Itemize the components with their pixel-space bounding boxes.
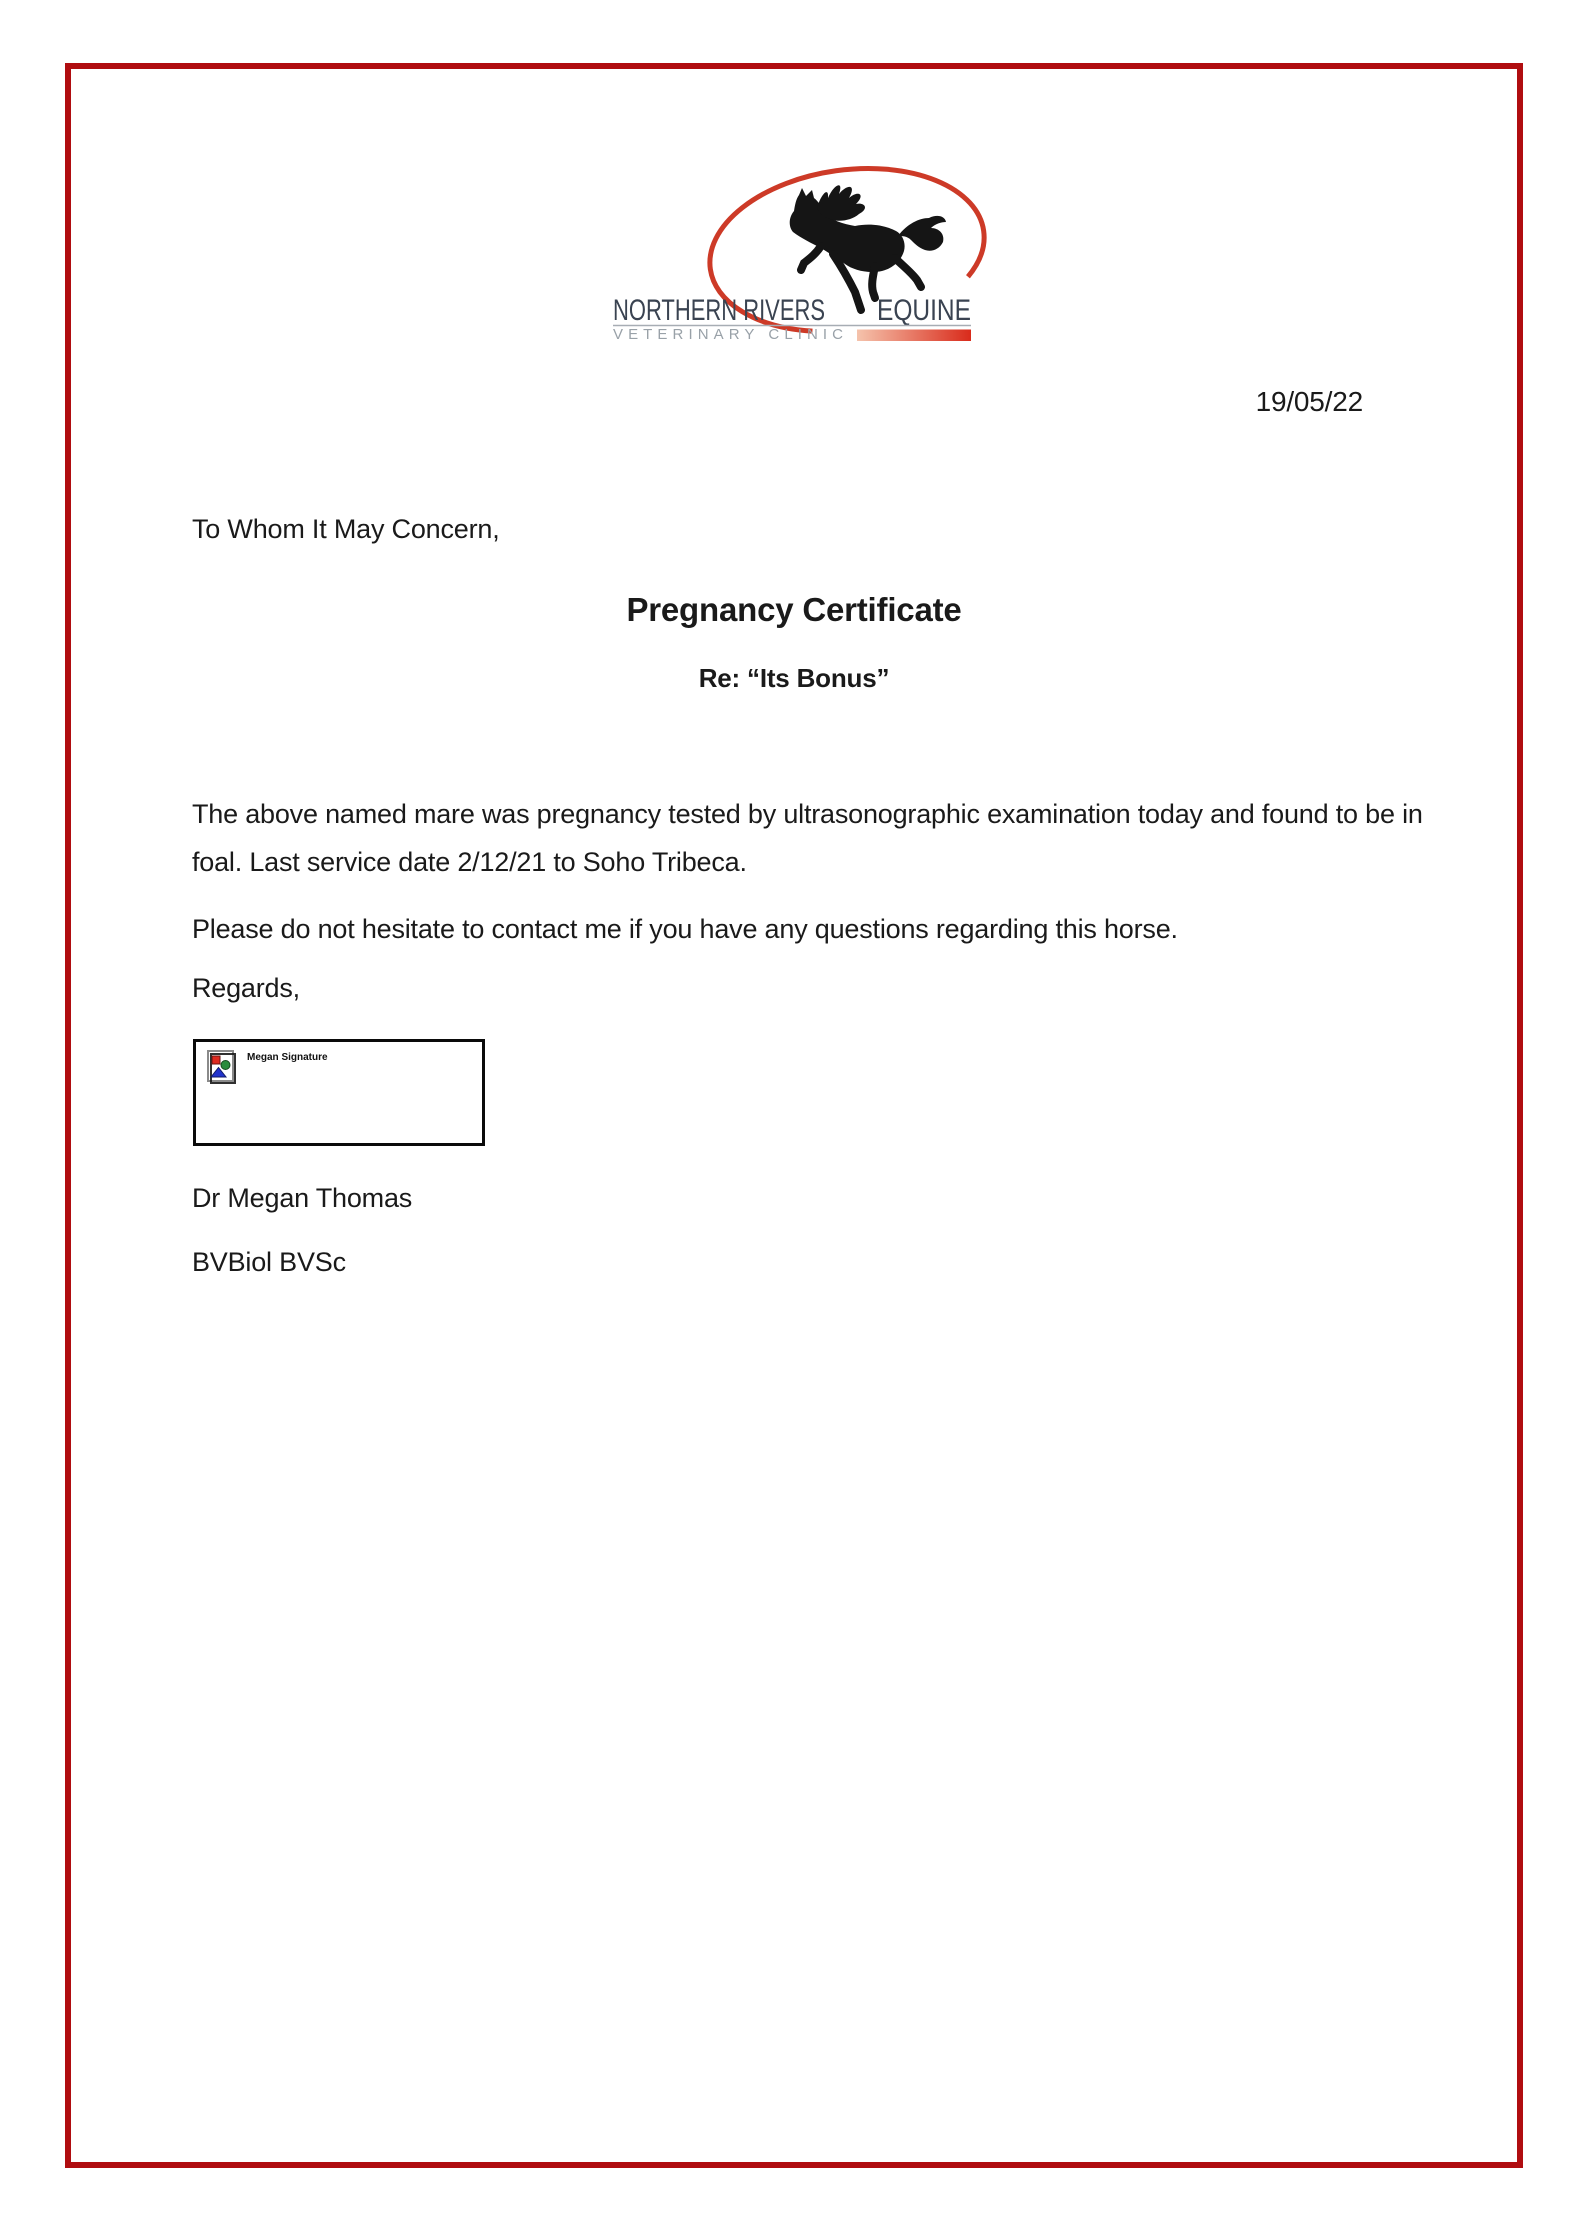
subject-line: Re: “Its Bonus”: [698, 663, 890, 693]
body-paragraph-2: Please do not hesitate to contact me if you have any questions regarding this horse.: [192, 914, 1178, 944]
broken-image-icon: [207, 1050, 236, 1084]
horse-icon: [790, 185, 946, 310]
signature-placeholder-box: [193, 1039, 485, 1146]
body-paragraph-1: The above named mare was pregnancy tested by ultrasonographic examination today and found to be in foal. Last service date 2/12/21 to Soho Tribeca.: [192, 799, 1423, 877]
logo-name-right: EQUINE: [877, 294, 971, 327]
signatory-credentials: BVBiol BVSc: [192, 1247, 346, 1277]
logo-name-left: NORTHERN RIVERS: [613, 294, 825, 327]
salutation: To Whom It May Concern,: [192, 514, 500, 544]
closing: Regards,: [192, 973, 300, 1003]
logo-tagline: VETERINARY CLINIC: [613, 326, 843, 343]
logo-gradient-bar: [857, 330, 971, 342]
document-title: Pregnancy Certificate: [626, 591, 962, 628]
signatory-name: Dr Megan Thomas: [192, 1183, 413, 1213]
clinic-logo: [605, 160, 990, 352]
letter-date: 19/05/22: [1255, 386, 1363, 417]
signature-placeholder-label: Megan Signature: [247, 1052, 328, 1063]
